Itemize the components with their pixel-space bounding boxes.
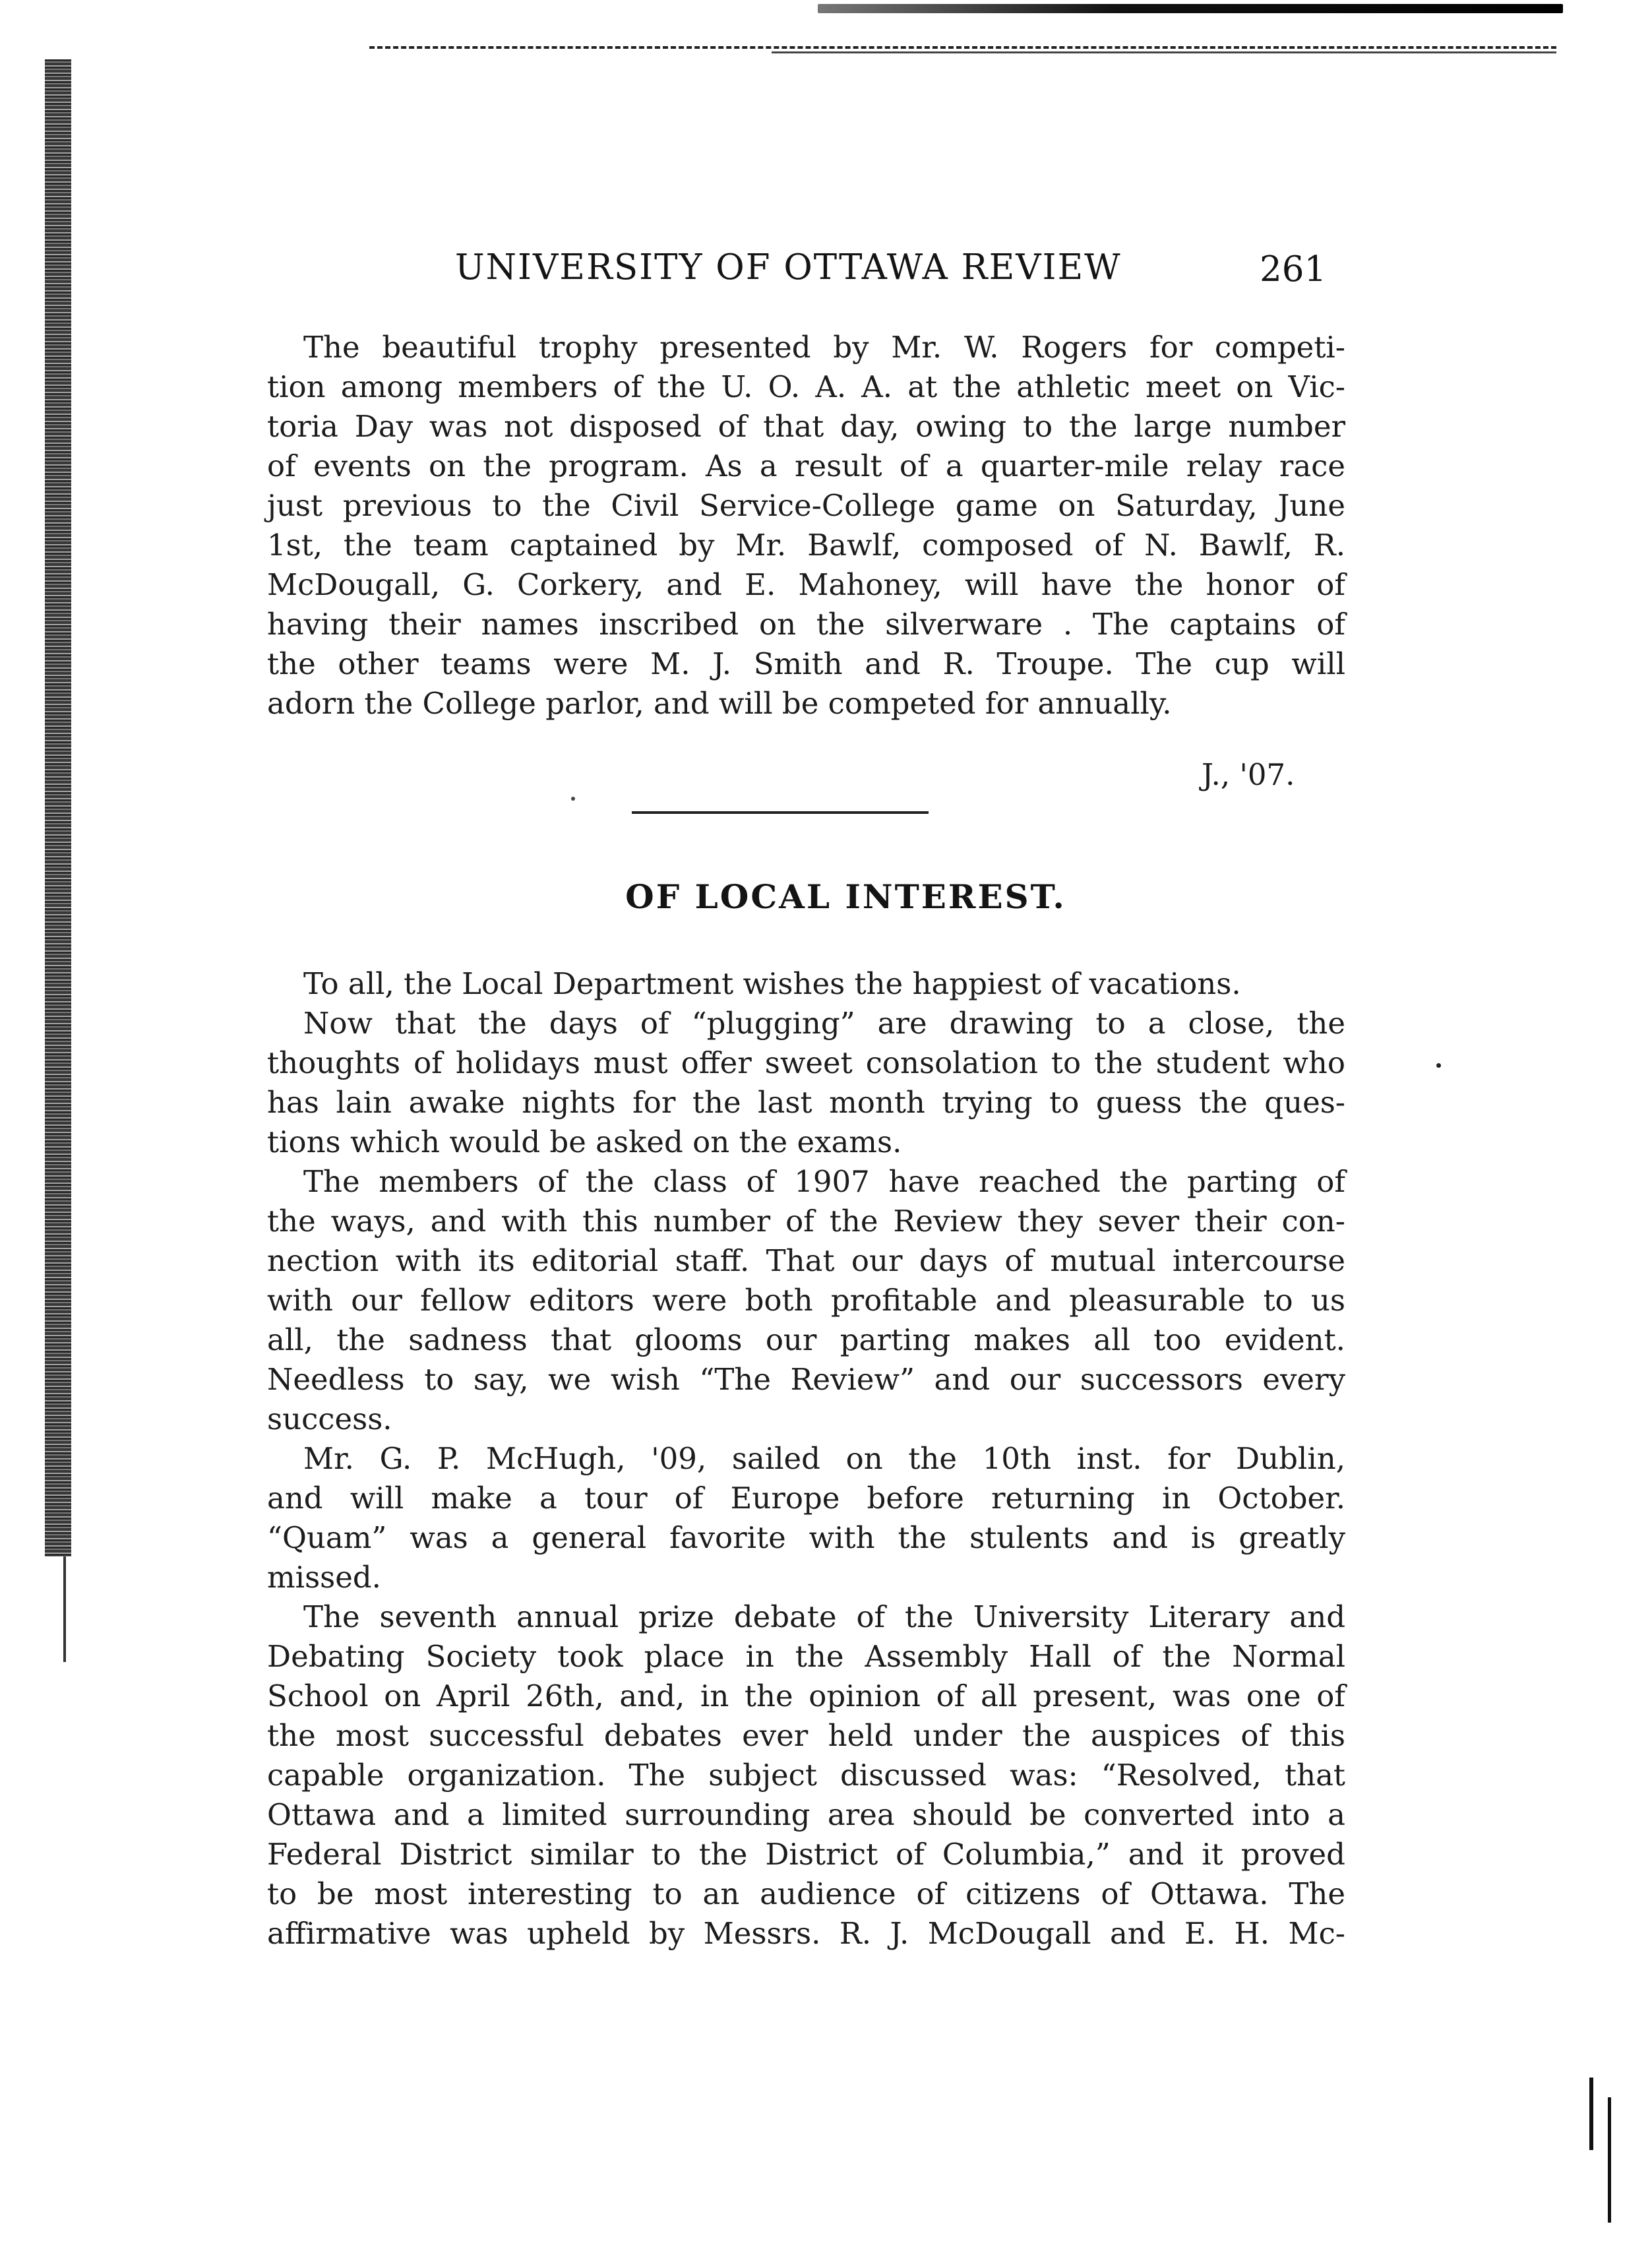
- text-line: success.: [267, 1402, 392, 1436]
- text-line: the other teams were M. J. Smith and R. Troupe. The cup will: [267, 646, 1345, 681]
- text-line: Debating Society took place in the Assembly Hall of the Normal: [267, 1639, 1345, 1674]
- scan-margin-mark: [1589, 2078, 1593, 2150]
- author-signature: J., '07.: [1202, 757, 1295, 792]
- trophy-article: [267, 328, 1345, 724]
- text-line: nection with its editorial staff. That our days of mutual intercourse: [267, 1243, 1345, 1278]
- text-line: Needless to say, we wish “The Review” and our successors every: [267, 1362, 1345, 1397]
- text-line: missed.: [267, 1560, 381, 1595]
- text-line: affirmative was upheld by Messrs. R. J. McDougall and E. H. Mc-: [267, 1916, 1345, 1951]
- text-line: The seventh annual prize debate of the University Literary and: [303, 1599, 1345, 1634]
- text-line: of events on the program. As a result of a quarter-mile relay race: [267, 448, 1345, 483]
- text-line: toria Day was not disposed of that day, owing to the large number: [267, 409, 1345, 444]
- scan-dashed-rule: [369, 46, 1556, 49]
- text-line: To all, the Local Department wishes the happiest of vacations.: [303, 966, 1241, 1001]
- scan-speck: [571, 797, 575, 801]
- section-divider: [632, 811, 929, 814]
- text-line: just previous to the Civil Service-College game on Saturday, June: [267, 488, 1345, 523]
- local-interest-article: [267, 964, 1345, 1954]
- text-line: “Quam” was a general favorite with the stulents and is greatly: [267, 1520, 1345, 1555]
- scan-margin-mark: [1608, 2097, 1611, 2223]
- text-line: tion among members of the U. O. A. A. at the athletic meet on Vic-: [267, 369, 1345, 404]
- scan-rule: [772, 51, 1556, 53]
- text-line: thoughts of holidays must offer sweet consolation to the student who: [267, 1045, 1345, 1080]
- text-line: School on April 26th, and, in the opinion of all present, was one of: [267, 1679, 1345, 1713]
- text-line: McDougall, G. Corkery, and E. Mahoney, will have the honor of: [267, 567, 1345, 602]
- book-spine-tail: [63, 1556, 66, 1662]
- book-spine-shadow: [45, 59, 71, 1556]
- text-line: the most successful debates ever held under the auspices of this: [267, 1718, 1345, 1753]
- text-line: Now that the days of “plugging” are drawing to a close, the: [303, 1006, 1345, 1041]
- section-heading: OF LOCAL INTEREST.: [625, 877, 1066, 916]
- scan-speck: [1436, 1063, 1441, 1068]
- text-line: Federal District similar to the District of Columbia,” and it proved: [267, 1837, 1345, 1872]
- text-line: capable organization. The subject discussed was: “Resolved, that: [267, 1758, 1345, 1793]
- text-line: having their names inscribed on the silverware . The captains of: [267, 607, 1345, 642]
- text-line: The members of the class of 1907 have reached the parting of: [303, 1164, 1345, 1199]
- text-line: 1st, the team captained by Mr. Bawlf, composed of N. Bawlf, R.: [267, 528, 1345, 563]
- text-line: to be most interesting to an audience of citizens of Ottawa. The: [267, 1876, 1345, 1911]
- text-line: Mr. G. P. McHugh, '09, sailed on the 10th inst. for Dublin,: [303, 1441, 1345, 1476]
- page-number: 261: [1260, 249, 1327, 290]
- text-line: and will make a tour of Europe before returning in October.: [267, 1481, 1345, 1516]
- text-line: Ottawa and a limited surrounding area should be converted into a: [267, 1797, 1345, 1832]
- text-line: The beautiful trophy presented by Mr. W. Rogers for competi-: [303, 330, 1345, 365]
- text-line: all, the sadness that glooms our parting makes all too evident.: [267, 1322, 1345, 1357]
- text-line: the ways, and with this number of the Review they sever their con-: [267, 1204, 1345, 1239]
- scan-top-rule: [818, 4, 1563, 13]
- text-line: tions which would be asked on the exams.: [267, 1124, 902, 1159]
- running-header-title: UNIVERSITY OF OTTAWA REVIEW: [455, 247, 1122, 288]
- text-line: has lain awake nights for the last month trying to guess the ques-: [267, 1085, 1345, 1120]
- text-line: adorn the College parlor, and will be competed for annually.: [267, 686, 1172, 721]
- text-line: with our fellow editors were both profitable and pleasurable to us: [267, 1283, 1345, 1318]
